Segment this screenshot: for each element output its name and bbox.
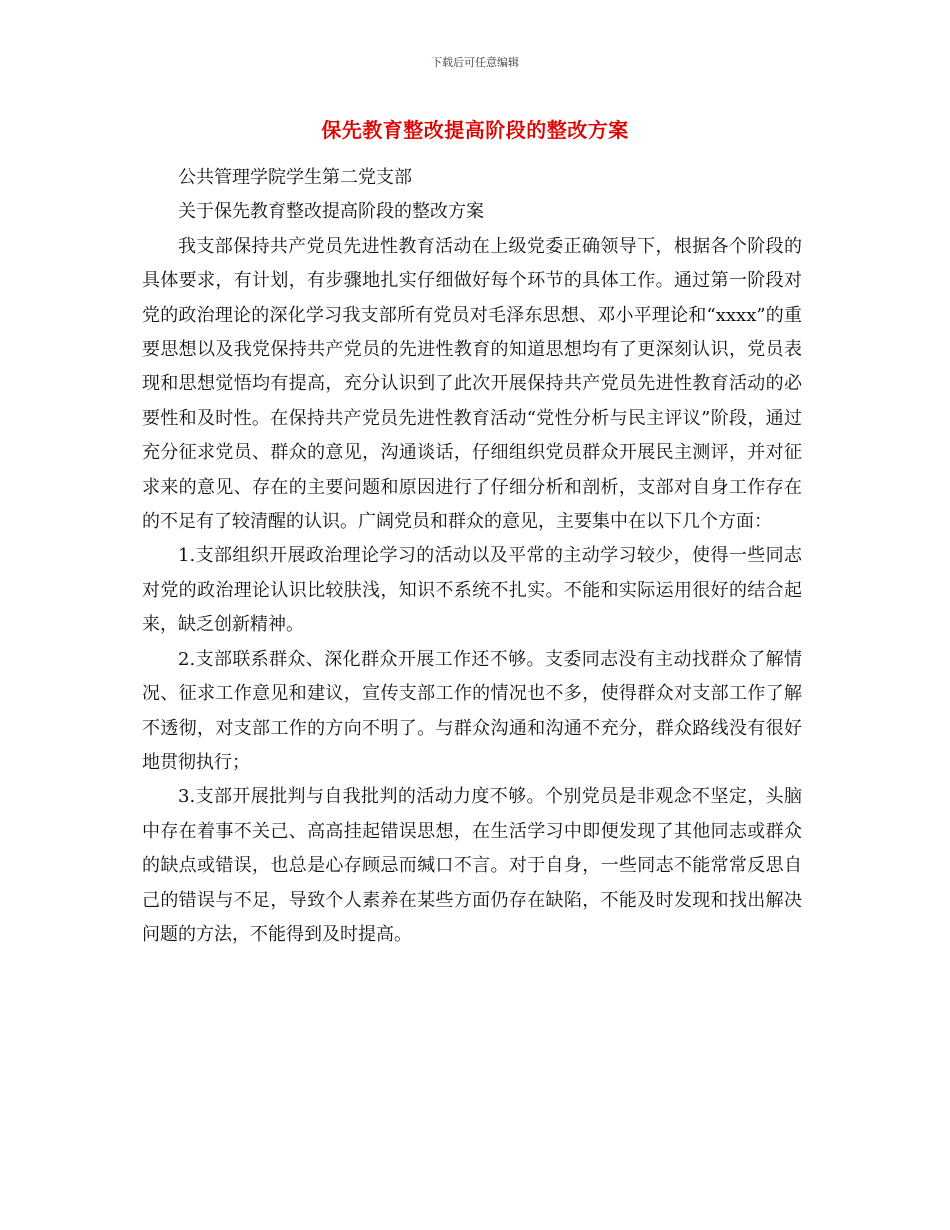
document-body bbox=[142, 161, 802, 952]
paragraph-organization: 公共管理学院学生第二党支部 bbox=[178, 167, 412, 188]
header-note: 下载后可任意编辑 bbox=[431, 56, 519, 69]
paragraph-item-2: 2.支部联系群众、深化群众开展工作还不够。支委同志没有主动找群众了解情况、征求工作意见和建议，宣传支部工作的情况也不多，使得群众对支部工作了解不透彻，对支部工作的方向不明了。与群众沟通和沟通不充分，群众路线没有很好地贯彻执行； bbox=[142, 648, 802, 773]
paragraph-intro: 我支部保持共产党员先进性教育活动在上级党委正确领导下，根据各个阶段的具体要求，有计划，有步骤地扎实仔细做好每个环节的具体工作。通过第一阶段对党的政治理论的深化学习我支部所有党员对毛泽东思想、邓小平理论和“xxxx”的重要思想以及我党保持共产党员的先进性教育的知道思想均有了更深刻认识，党员表现和思想觉悟均有提高，充分认识到了此次开展保持共产党员先进性教育活动的必要性和及时性。在保持共产党员先进性教育活动“党性分析与民主评议”阶段，通过充分征求党员、群众的意见，沟通谈话，仔细组织党员群众开展民主测评，并对征求来的意见、存在的主要问题和原因进行了仔细分析和剖析，支部对自身工作存在的不足有了较清醒的认识。广阔党员和群众的意见，主要集中在以下几个方面： bbox=[142, 235, 802, 533]
paragraph-item-1: 1.支部组织开展政治理论学习的活动以及平常的主动学习较少，使得一些同志对党的政治理论认识比较肤浅，知识不系统不扎实。不能和实际运用很好的结合起来，缺乏创新精神。 bbox=[142, 545, 802, 636]
paragraph-item-3: 3.支部开展批判与自我批判的活动力度不够。个别党员是非观念不坚定，头脑中存在着事不关己、高高挂起错误思想，在生活学习中即便发现了其他同志或群众的缺点或错误，也总是心存顾忌而缄口不言。对于自身，一些同志不能常常反思自己的错误与不足，导致个人素养在某些方面仍存在缺陷，不能及时发现和找出解决问题的方法，不能得到及时提高。 bbox=[142, 786, 802, 945]
document-title: 保先教育整改提高阶段的整改方案 bbox=[321, 118, 629, 142]
paragraph-subtitle: 关于保先教育整改提高阶段的整改方案 bbox=[178, 201, 484, 223]
